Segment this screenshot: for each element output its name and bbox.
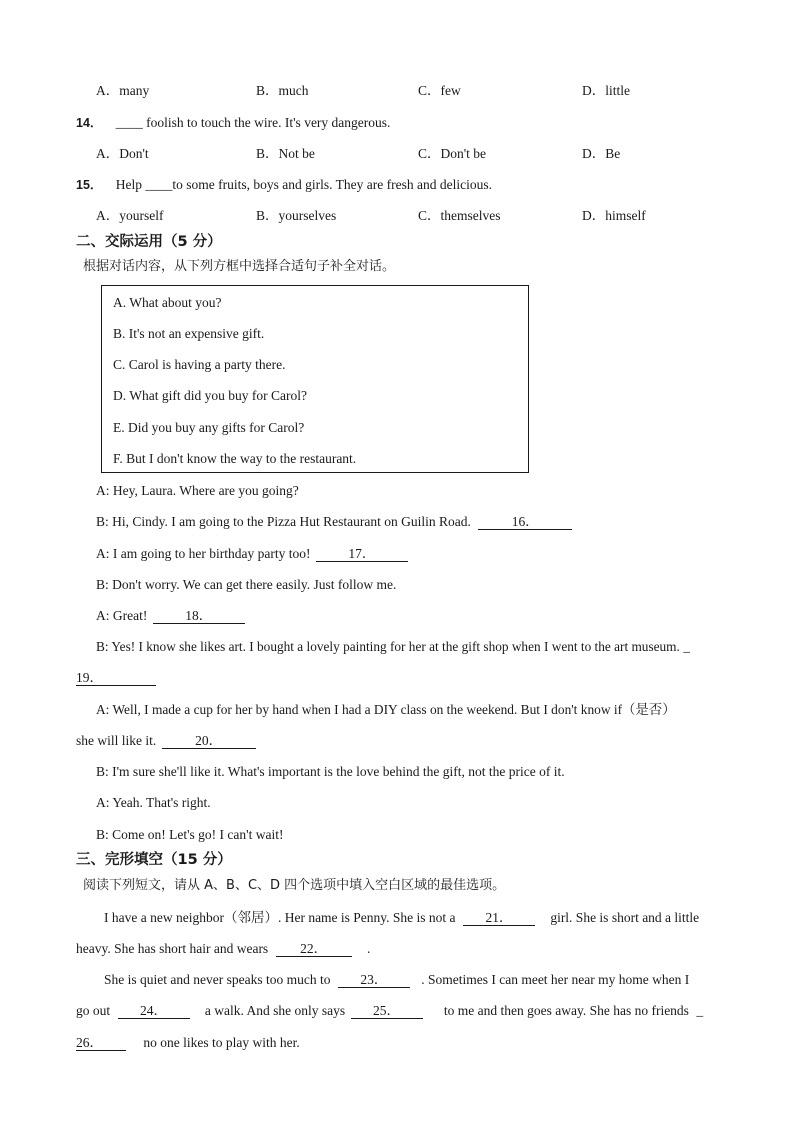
passage-line-1: [104, 909, 699, 927]
passage-line-4: [76, 1002, 703, 1020]
dialog-line-10: A: Yeah. That's right.: [96, 795, 211, 810]
question-14: [76, 114, 390, 132]
passage-line-3: [104, 971, 689, 989]
dialog-line-2-text: B: Hi, Cindy. I am going to the Pizza Hut Restaurant on Guilin Road.: [96, 514, 471, 529]
section-2-title: 二、交际运用（5 分）: [76, 234, 222, 250]
q13-option-d: D．little: [582, 83, 630, 98]
box-option-d: D. What gift did you buy for Carol?: [113, 388, 307, 403]
passage-line-1a: I have a new neighbor（邻居）. Her name is Penny. She is not a: [104, 910, 456, 925]
question-14-number: 14．: [76, 116, 103, 130]
blank-26: 26．: [76, 1035, 126, 1051]
dialog-line-8: [76, 732, 258, 750]
box-option-c: C. Carol is having a party there.: [113, 357, 286, 372]
section-2-instruction: 根据对话内容，从下列方框中选择合适句子补全对话。: [83, 259, 396, 274]
section-3-instruction: 阅读下列短文，请从 A、B、C、D 四个选项中填入空白区域的最佳选项。: [83, 878, 506, 893]
q13-option-a: A．many: [96, 83, 150, 98]
question-15-blank: ____: [145, 177, 173, 192]
blank-22: 22．: [276, 941, 352, 957]
question-15-before: Help: [115, 177, 143, 192]
dialog-line-5: [96, 607, 247, 625]
question-14-text: foolish to touch the wire. It's very dangerous.: [146, 115, 391, 130]
box-option-b: B. It's not an expensive gift.: [113, 326, 265, 341]
dialog-line-1: A: Hey, Laura. Where are you going?: [96, 483, 299, 498]
q13-option-c: C．few: [418, 83, 461, 98]
question-15-after: to some fruits, boys and girls. They are fresh and delicious.: [172, 177, 492, 192]
dialog-line-6: [96, 638, 690, 656]
box-option-e: E. Did you buy any gifts for Carol?: [113, 420, 305, 435]
blank-18: 18．: [153, 608, 245, 624]
passage-line-2b: .: [366, 941, 371, 956]
q15-option-b: B．yourselves: [256, 208, 337, 223]
dialog-line-5-text: A: Great!: [96, 608, 148, 623]
blank-20: 20．: [162, 733, 256, 749]
passage-line-5: [76, 1034, 300, 1052]
passage-line-2a: heavy. She has short hair and wears: [76, 941, 269, 956]
passage-line-4c: to me and then goes away. She has no friends: [443, 1003, 689, 1018]
passage-line-1b: girl. She is short and a little: [550, 910, 700, 925]
q14-option-c: C．Don't be: [418, 146, 487, 161]
dialog-line-4: B: Don't worry. We can get there easily. Just follow me.: [96, 577, 397, 592]
dialog-line-6-text: B: Yes! I know she likes art. I bought a lovely painting for her at the gift shop when I went to the art museum.: [96, 639, 680, 654]
box-option-f: F. But I don't know the way to the restaurant.: [113, 451, 357, 466]
passage-line-4a: go out: [76, 1003, 111, 1018]
dialog-line-11: B: Come on! Let's go! I can't wait!: [96, 827, 284, 842]
section-3-title: 三、完形填空（15 分）: [76, 852, 232, 868]
blank-19: 19．: [76, 670, 156, 686]
q13-option-b: B．much: [256, 83, 309, 98]
dialog-line-9: B: I'm sure she'll like it. What's important is the love behind the gift, not the price of it.: [96, 764, 565, 779]
blank-17: 17．: [316, 546, 408, 562]
question-15-number: 15．: [76, 178, 103, 192]
q15-option-a: A．yourself: [96, 208, 164, 223]
passage-line-3a: She is quiet and never speaks too much to: [104, 972, 331, 987]
q14-option-b: B．Not be: [256, 146, 315, 161]
blank-25: 25．: [351, 1003, 423, 1019]
options-box: [101, 285, 529, 473]
q15-option-d: D．himself: [582, 208, 646, 223]
blank-16: 16．: [478, 514, 572, 530]
box-option-a: A. What about you?: [113, 295, 222, 310]
question-14-blank: ____: [115, 115, 143, 130]
passage-line-3b: . Sometimes I can meet her near my home when I: [421, 972, 690, 987]
q15-option-c: C．themselves: [418, 208, 501, 223]
q14-option-d: D．Be: [582, 146, 621, 161]
dialog-line-2: [96, 513, 574, 531]
blank-21: 21．: [463, 910, 535, 926]
passage-line-2: [76, 940, 370, 958]
passage-line-4b: a walk. And she only says: [204, 1003, 346, 1018]
dialog-line-3-text: A: I am going to her birthday party too!: [96, 546, 311, 561]
question-15: [76, 176, 492, 194]
dialog-line-3: [96, 545, 410, 563]
passage-line-5-text: no one likes to play with her.: [143, 1035, 300, 1050]
blank-23: 23．: [338, 972, 410, 988]
dialog-line-6-cont: [76, 669, 158, 687]
blank-24: 24．: [118, 1003, 190, 1019]
dialog-line-8-text: she will like it.: [76, 733, 157, 748]
passage-line-4d: _: [696, 1003, 704, 1018]
q14-option-a: A．Don't: [96, 146, 149, 161]
dialog-line-6-end: _: [683, 639, 690, 654]
dialog-line-7: A: Well, I made a cup for her by hand when I had a DIY class on the weekend. But I don't know if（是否）: [96, 702, 676, 717]
